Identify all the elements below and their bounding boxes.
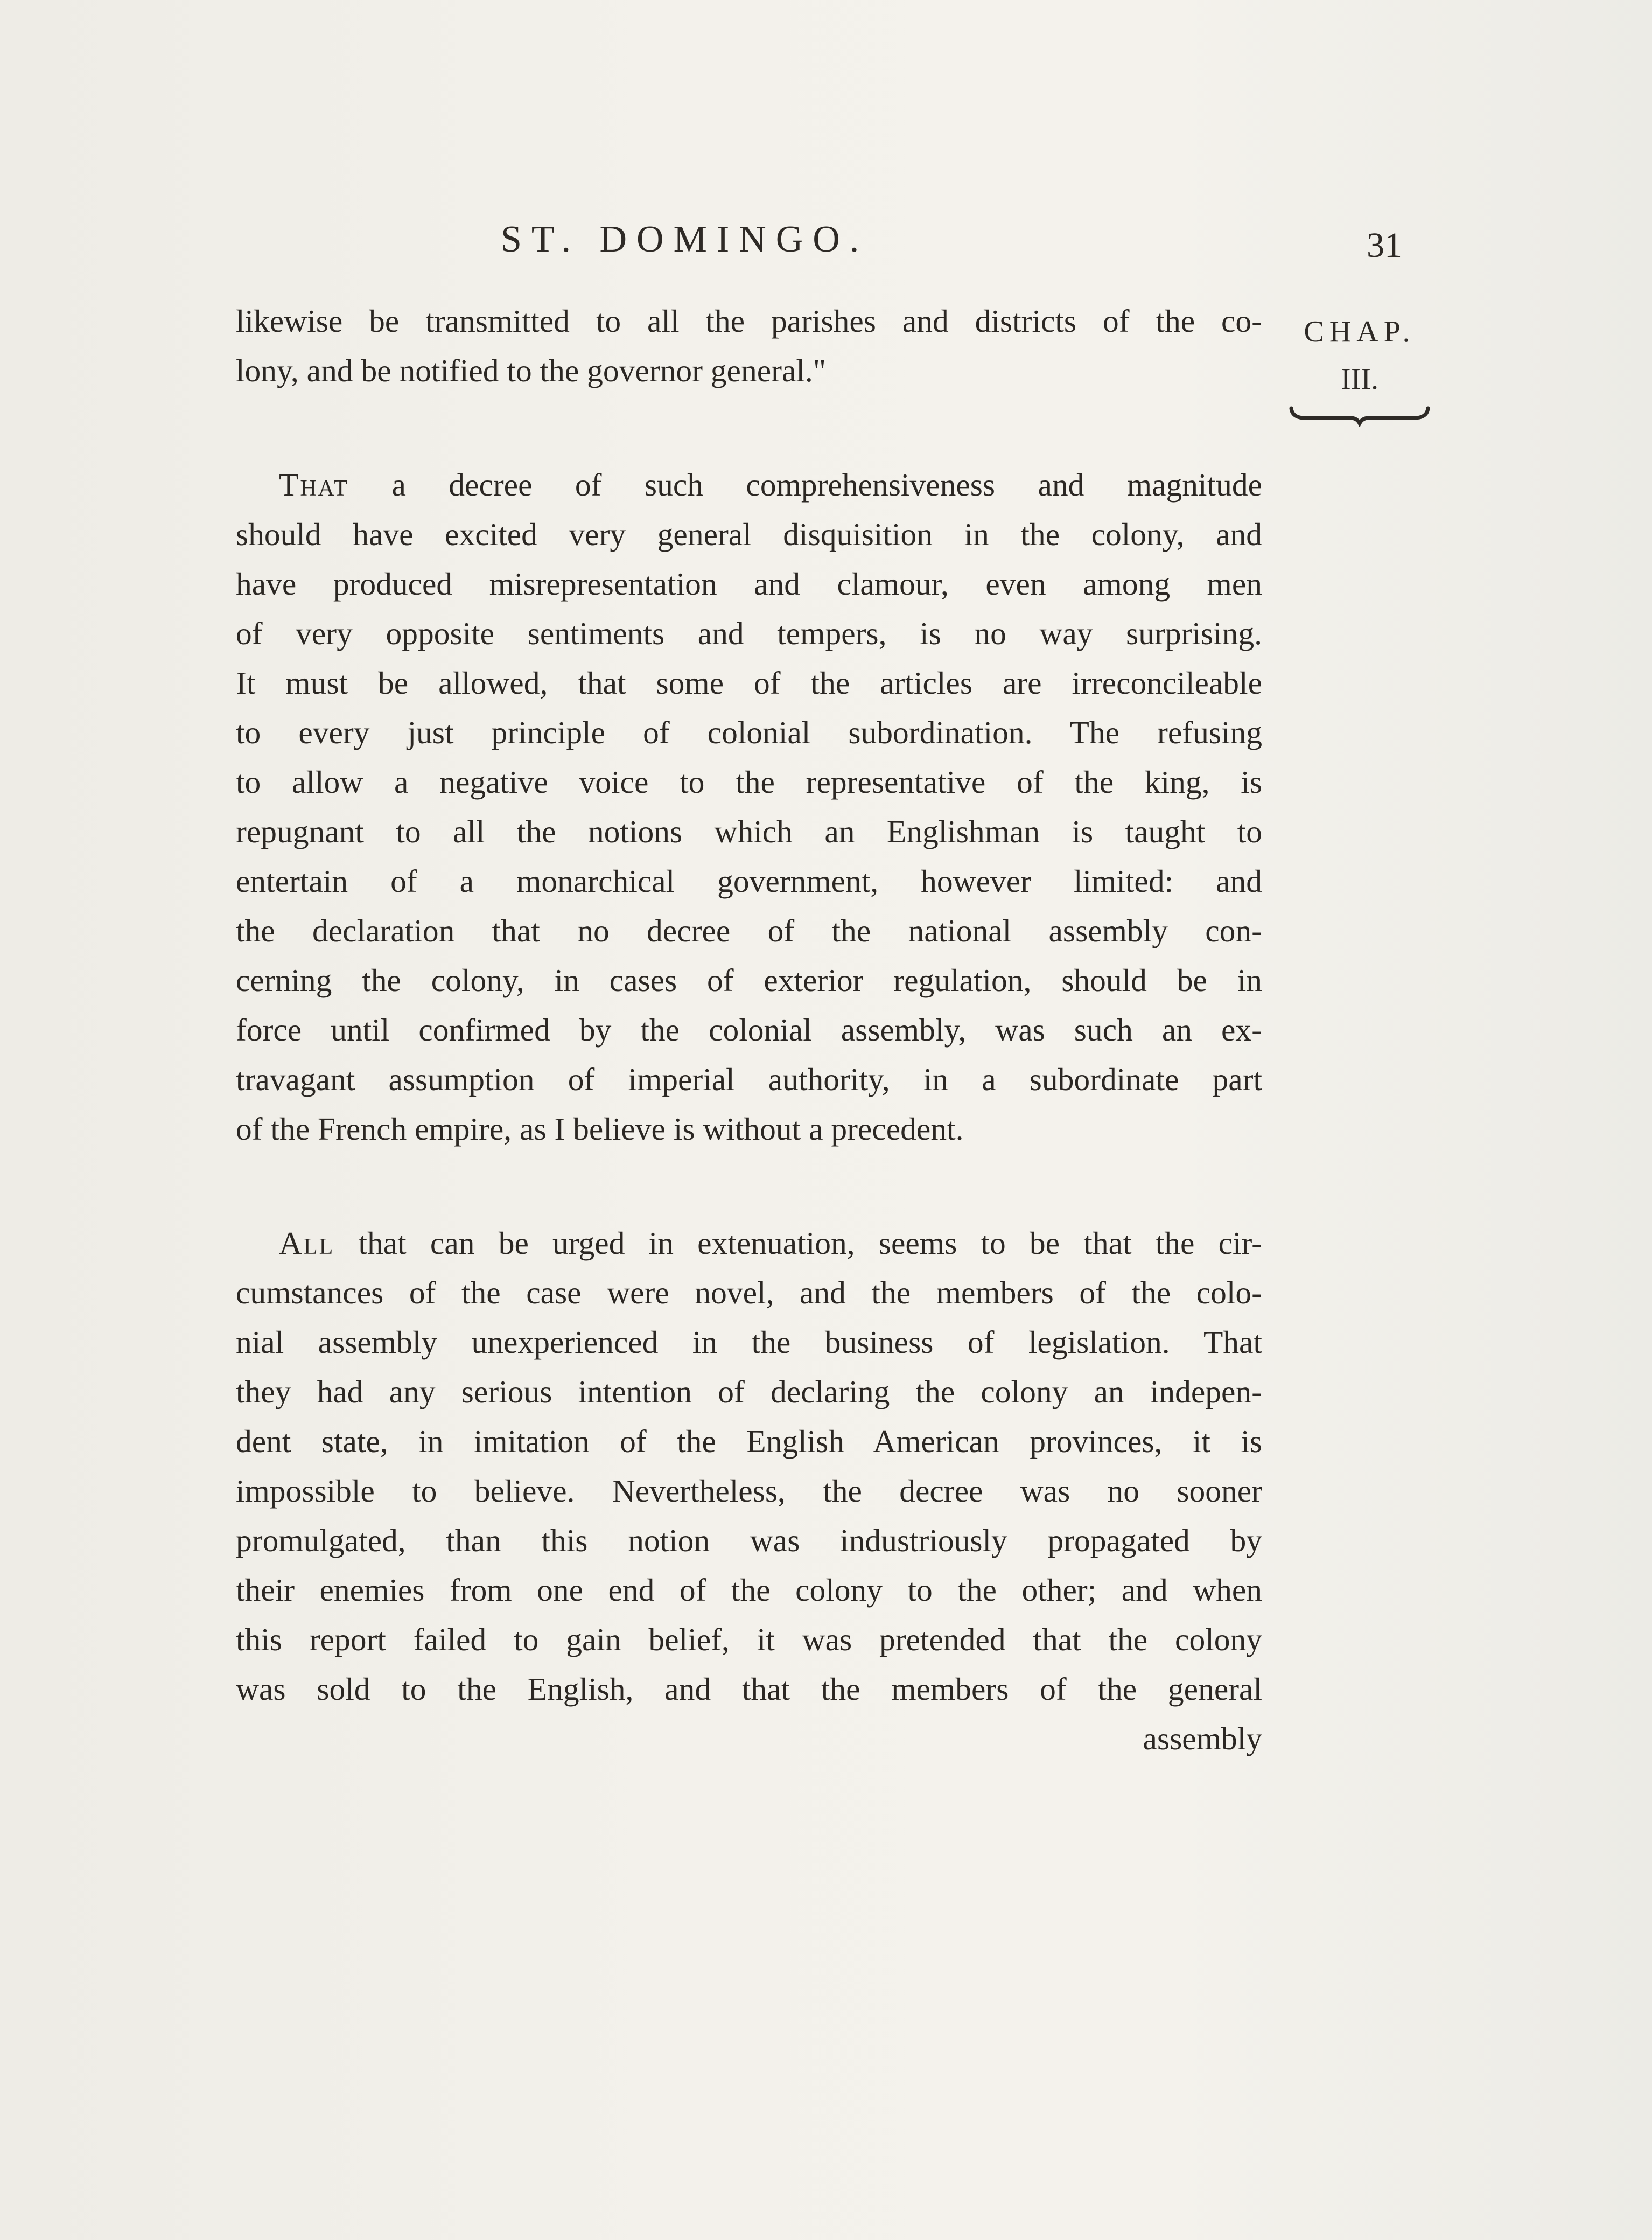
text-line: promulgated, than this notion was industriously propagated by [236,1523,1262,1558]
chapter-number: III. [1341,362,1378,396]
text-line: It must be allowed, that some of the articles are irreconcileable [236,665,1262,701]
page-number: 31 [1367,226,1402,265]
running-head: ST. DOMINGO. [501,219,869,260]
text-line: to allow a negative voice to the representative of the king, is [236,764,1262,800]
lead-word: That [279,467,349,503]
text-line: force until confirmed by the colonial assembly, was such an ex- [236,1012,1262,1048]
text-line: All that can be urged in extenuation, seems to be that the cir- [279,1225,1262,1261]
text-line: have produced misrepresentation and clamour, even among men [236,566,1262,602]
body-text [236,296,1262,1763]
text-line: this report failed to gain belief, it was pretended that the colony [236,1622,1262,1657]
paragraph-2 [236,460,1262,1154]
text-line: likewise be transmitted to all the parishes and districts of the co- [236,303,1262,339]
text-line: That a decree of such comprehensiveness and magnitude [279,467,1262,503]
text-line: the declaration that no decree of the national assembly con- [236,913,1262,948]
text-line: lony, and be notified to the governor general." [236,353,827,388]
text-line: of very opposite sentiments and tempers, is no way surprising. [236,616,1262,651]
text-line: their enemies from one end of the colony to the other; and when [236,1572,1262,1608]
catchword: assembly [1143,1721,1262,1756]
text-line: should have excited very general disquisition in the colony, and [236,517,1262,552]
brace-ornament-icon [1287,405,1432,427]
text-line: to every just principle of colonial subordination. The refusing [236,715,1262,750]
text-line: travagant assumption of imperial authority, in a subordinate part [236,1062,1262,1097]
chapter-margin-note [1282,308,1438,427]
text-line: nial assembly unexperienced in the business of legislation. That [236,1324,1262,1360]
text-line: dent state, in imitation of the English American provinces, it is [236,1423,1262,1459]
text-line: impossible to believe. Nevertheless, the decree was no sooner [236,1473,1262,1509]
text-line: they had any serious intention of declaring the colony an indepen- [236,1374,1262,1409]
text-line: entertain of a monarchical government, however limited: and [236,863,1262,899]
text-line: repugnant to all the notions which an Englishman is taught to [236,814,1262,849]
text-line: was sold to the English, and that the members of the general [236,1671,1262,1707]
text-line: cumstances of the case were novel, and the members of the colo- [236,1275,1262,1310]
paragraph-3 [236,1218,1262,1763]
chapter-label: CHAP. [1304,315,1416,348]
paragraph-1 [236,296,1262,395]
text-line: cerning the colony, in cases of exterior regulation, should be in [236,962,1262,998]
lead-word: All [279,1225,335,1261]
text-line: of the French empire, as I believe is without a precedent. [236,1111,964,1147]
